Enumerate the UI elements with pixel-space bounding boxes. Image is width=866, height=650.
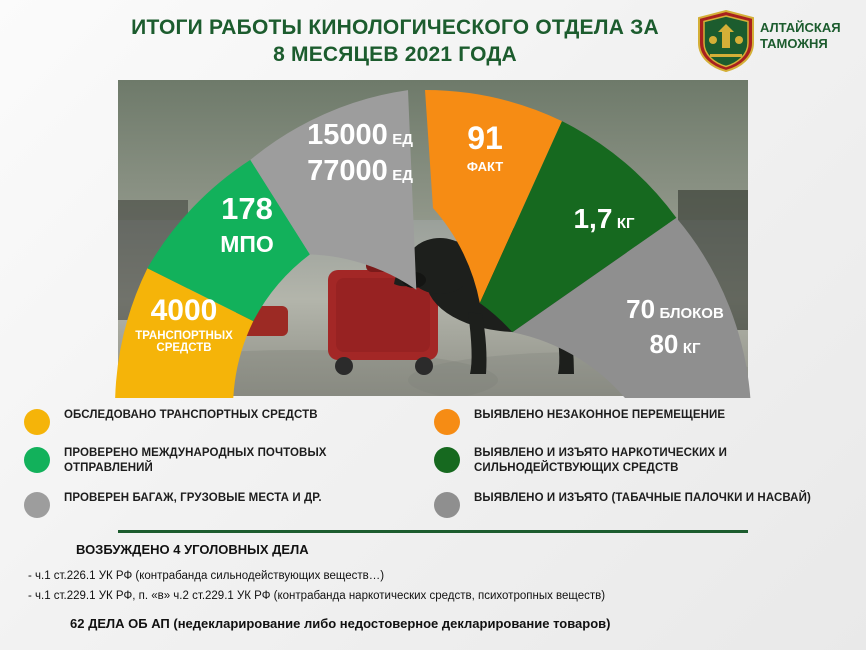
label-tobacco — [600, 294, 750, 360]
legend-swatch-dark-green — [434, 447, 460, 473]
page-title-line1: ИТОГИ РАБОТЫ КИНОЛОГИЧЕСКОГО ОТДЕЛА ЗА — [131, 16, 659, 39]
label-transport-line2: СРЕДСТВ — [156, 342, 212, 354]
footer — [0, 524, 866, 650]
label-baggage-a — [282, 119, 438, 152]
legend-label-drugs: ВЫЯВЛЕНО И ИЗЪЯТО НАРКОТИЧЕСКИХ И СИЛЬНОДЕЙСТВУЮЩИХ СРЕДСТВ — [474, 447, 727, 474]
donut-chart — [0, 78, 866, 398]
label-drugs-value: 1,7 — [573, 203, 613, 234]
header — [0, 0, 866, 90]
legend-item-tobacco — [434, 491, 852, 518]
legend-label-facts: ВЫЯВЛЕНО НЕЗАКОННОЕ ПЕРЕМЕЩЕНИЕ — [474, 409, 726, 421]
label-baggage-b-value: 77000 — [307, 155, 388, 187]
emblem-text — [760, 20, 841, 52]
emblem-line1: АЛТАЙСКАЯ — [760, 20, 841, 35]
label-baggage-b-unit: ЕД — [392, 167, 413, 184]
label-mpo-value: 178 — [221, 191, 273, 226]
label-drugs — [540, 203, 668, 235]
legend-swatch-orange-yellow — [24, 409, 50, 435]
label-baggage-b — [282, 155, 438, 188]
label-tobacco-b-unit: КГ — [682, 340, 701, 357]
footer-divider — [118, 530, 748, 533]
customs-emblem — [696, 10, 848, 72]
legend-swatch-gray — [24, 492, 50, 518]
legend-item-drugs — [434, 446, 852, 476]
label-facts — [440, 120, 530, 174]
legend-item-transport — [24, 408, 414, 435]
legend-swatch-orange — [434, 409, 460, 435]
label-transport-value: 4000 — [150, 294, 218, 327]
legend-item-mpo — [24, 446, 414, 476]
label-transport — [120, 294, 248, 354]
legend-label-mpo: ПРОВЕРЕНО МЕЖДУНАРОДНЫХ ПОЧТОВЫХ ОТПРАВЛЕНИЙ — [64, 447, 327, 474]
legend — [0, 396, 866, 526]
footer-line-2: - ч.1 ст.229.1 УК РФ, п. «в» ч.2 ст.229.1 УК РФ (контрабанда наркотических средств, психотропных веществ) — [28, 590, 606, 602]
label-tobacco-b — [600, 329, 750, 360]
emblem-line2: ТАМОЖНЯ — [760, 36, 828, 51]
label-mpo — [186, 191, 308, 258]
footer-line-1: - ч.1 ст.226.1 УК РФ (контрабанда сильнодействующих веществ…) — [28, 570, 385, 582]
label-tobacco-b-value: 80 — [649, 329, 679, 359]
emblem-shield-icon — [696, 10, 756, 72]
label-tobacco-a — [600, 294, 750, 325]
label-tobacco-a-unit: БЛОКОВ — [659, 305, 724, 322]
legend-swatch-green — [24, 447, 50, 473]
footer-summary: 62 ДЕЛА ОБ АП (недекларирование либо недостоверное декларирование товаров) — [70, 616, 611, 631]
footer-title: ВОЗБУЖДЕНО 4 УГОЛОВНЫХ ДЕЛА — [76, 542, 309, 557]
label-baggage-units — [282, 119, 438, 188]
legend-label-baggage: ПРОВЕРЕН БАГАЖ, ГРУЗОВЫЕ МЕСТА И ДР. — [64, 492, 322, 504]
legend-label-tobacco: ВЫЯВЛЕНО И ИЗЪЯТО (ТАБАЧНЫЕ ПАЛОЧКИ И НАСВАЙ) — [474, 492, 811, 504]
legend-item-baggage — [24, 491, 414, 518]
label-baggage-a-unit: ЕД — [392, 131, 413, 148]
legend-item-facts — [434, 408, 852, 435]
label-tobacco-a-value: 70 — [626, 294, 656, 324]
label-mpo-line1: МПО — [220, 231, 274, 257]
label-baggage-a-value: 15000 — [307, 119, 388, 151]
label-drugs-unit: КГ — [616, 215, 635, 232]
legend-label-transport: ОБСЛЕДОВАНО ТРАНСПОРТНЫХ СРЕДСТВ — [64, 409, 318, 421]
page-title-line2: 8 МЕСЯЦЕВ 2021 ГОДА — [273, 43, 517, 66]
legend-swatch-dark-gray — [434, 492, 460, 518]
label-facts-value: 91 — [467, 120, 503, 156]
label-facts-line1: ФАКТ — [466, 159, 504, 174]
label-transport-line1: ТРАНСПОРТНЫХ — [135, 330, 233, 342]
page-title — [90, 14, 700, 68]
